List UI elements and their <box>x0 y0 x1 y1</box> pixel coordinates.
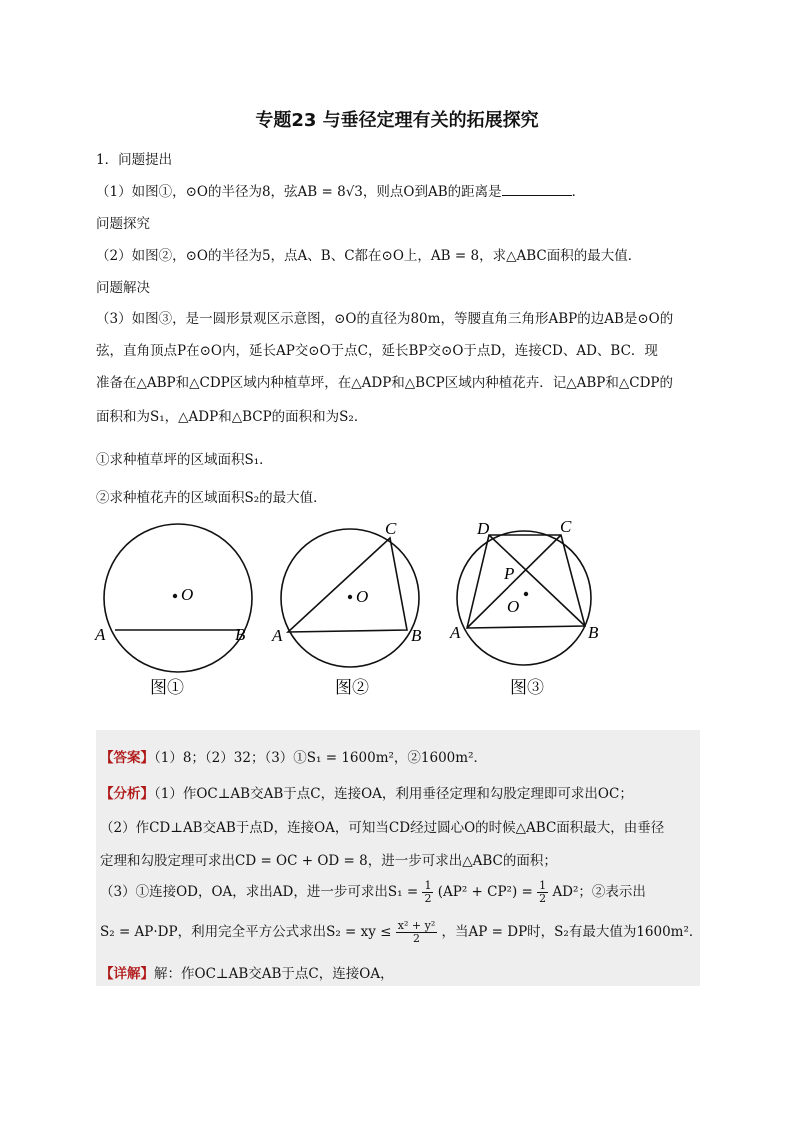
figure-2 <box>271 519 422 697</box>
fraction-denominator: 2 <box>413 932 420 945</box>
answer-blank <box>502 183 572 196</box>
fraction-numerator: 1 <box>424 879 432 892</box>
question-1-end: ． <box>571 184 586 200</box>
section-heading-3: 问题解决 <box>96 280 150 296</box>
fig1-label-o: O <box>181 585 194 604</box>
figures <box>0 510 794 710</box>
fig2-label-c: C <box>385 519 397 538</box>
fig2-caption: 图② <box>335 678 369 697</box>
analysis-text-5a: S₂ = AP·DP，利用完全平方公式求出S₂ = xy ≤ <box>100 924 392 940</box>
answer-text: （1）8；（2）32；（3）①S₁ = 1600m²，②1600m²． <box>154 750 487 766</box>
detail-tag: 【详解】 <box>100 966 154 982</box>
analysis-line-3: 定理和勾股定理可求出CD = OC + OD = 8，进一步可求出△ABC的面积； <box>100 853 557 869</box>
answer-line <box>100 746 487 766</box>
fig2-label-o: O <box>356 587 369 606</box>
page-title: 专题23 与垂径定理有关的拓展探究 <box>255 110 539 131</box>
question-2: （2）如图②，⊙O的半径为5，点A、B、C都在⊙O上，AB = 8，求△ABC面积的最大值． <box>96 248 642 264</box>
figure-1 <box>94 524 252 697</box>
fig3-center-dot <box>524 592 528 596</box>
analysis-text-5b: ，当AP = DP时，S₂有最大值为1600m²． <box>441 924 703 940</box>
fig3-caption: 图③ <box>510 678 544 697</box>
fig2-label-a: A <box>272 626 283 645</box>
fig3-label-b: B <box>588 623 599 642</box>
fig1-center-dot <box>173 594 177 598</box>
detail-line <box>100 962 394 982</box>
analysis-text-1: （1）作OC⊥AB交AB于点C，连接OA，利用垂径定理和勾股定理即可求出OC； <box>154 786 633 802</box>
fig3-label-a: A <box>450 623 461 642</box>
analysis-line-2: （2）作CD⊥AB交AB于点D，连接OA，可知当CD经过圆心O的时候△ABC面积最大，由垂径 <box>100 820 665 836</box>
fraction-numerator: x² + y² <box>397 919 436 932</box>
fig2-center-dot <box>348 595 352 599</box>
fig1-caption: 图① <box>150 678 184 697</box>
analysis-text-4b: (AP² + CP²) = <box>437 884 533 900</box>
fig1-label-b: B <box>235 625 246 644</box>
analysis-text-4a: （3）①连接OD，OA，求出AD，进一步可求出S₁ = <box>100 884 419 900</box>
answer-tag: 【答案】 <box>100 750 154 766</box>
fig3-circle <box>457 531 591 665</box>
detail-text: 解：作OC⊥AB交AB于点C，连接OA， <box>154 966 394 982</box>
question-1-text: （1）如图①，⊙O的半径为8，弦AB = 8√3，则点O到AB的距离是 <box>96 184 502 200</box>
section-heading-2: 问题探究 <box>96 216 150 232</box>
analysis-text-4c: AD²；②表示出 <box>552 884 646 900</box>
figure-3 <box>449 517 599 697</box>
fraction-denominator: 2 <box>424 892 432 905</box>
question-3-line-1: （3）如图③，是一圆形景观区示意图，⊙O的直径为80m，等腰直角三角形ABP的边AB是⊙O的 <box>96 311 674 327</box>
question-3-sub-1: ①求种植草坪的区域面积S₁． <box>96 452 273 468</box>
analysis-line-1 <box>100 782 633 802</box>
fraction-half-1 <box>422 880 433 905</box>
fig3-label-c: C <box>560 517 572 536</box>
analysis-line-5 <box>100 920 702 945</box>
question-3-line-4: 面积和为S₁，△ADP和△BCP的面积和为S₂． <box>96 409 368 425</box>
analysis-line-4 <box>100 880 646 905</box>
fig2-label-b: B <box>411 626 422 645</box>
fig3-quadrilateral <box>467 535 585 628</box>
fig1-label-a: A <box>95 625 106 644</box>
question-3-line-3: 准备在△ABP和△CDP区域内种植草坪，在△ADP和△BCP区域内种植花卉．记△ABP和△CDP的 <box>96 375 674 391</box>
analysis-tag: 【分析】 <box>100 786 154 802</box>
fig3-label-p: P <box>504 564 515 583</box>
fig3-label-d: D <box>477 519 490 538</box>
fraction-sum-squares <box>396 920 437 945</box>
fig3-label-o: O <box>507 597 520 616</box>
question-3-sub-2: ②求种植花卉的区域面积S₂的最大值． <box>96 490 327 506</box>
question-1 <box>96 180 585 200</box>
fig2-triangle-abc <box>288 538 407 632</box>
section-heading-1: 1．问题提出 <box>96 152 173 168</box>
fraction-denominator: 2 <box>539 892 547 905</box>
fraction-half-2 <box>537 880 548 905</box>
fig1-circle <box>104 524 252 672</box>
fraction-numerator: 1 <box>539 879 547 892</box>
question-3-line-2: 弦，直角顶点P在⊙O内，延长AP交⊙O于点C，延长BP交⊙O于点D，连接CD、AD、BC．现 <box>96 343 658 359</box>
